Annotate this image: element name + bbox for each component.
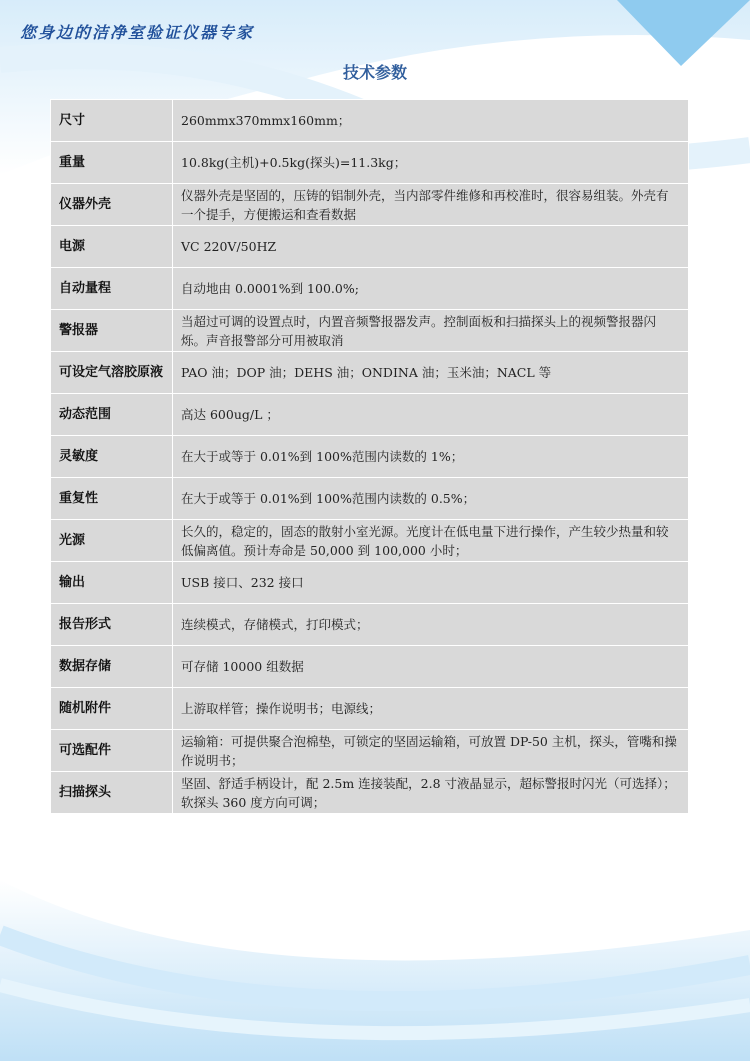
spec-value: 运输箱：可提供聚合泡棉垫，可锁定的坚固运输箱，可放置 DP-50 主机，探头，管嘴和操作说明书；: [173, 730, 689, 772]
spec-label: 尺寸: [51, 100, 173, 142]
spec-value: 坚固、舒适手柄设计，配 2.5m 连接装配，2.8 寸液晶显示，超标警报时闪光（可选择）；软探头 360 度方向可调；: [173, 772, 689, 814]
table-row: [51, 520, 689, 562]
spec-value: 在大于或等于 0.01%到 100%范围内读数的 0.5%；: [173, 478, 689, 520]
spec-label: 重复性: [51, 478, 173, 520]
spec-value: 当超过可调的设置点时，内置音频警报器发声。控制面板和扫描探头上的视频警报器闪烁。声音报警部分可用被取消: [173, 310, 689, 352]
page-title: 技术参数: [342, 63, 407, 82]
spec-value: USB 接口、232 接口: [173, 562, 689, 604]
spec-value: VC 220V/50HZ: [173, 226, 689, 268]
spec-label: 仪器外壳: [51, 184, 173, 226]
table-row: [51, 688, 689, 730]
table-row: [51, 310, 689, 352]
table-row: [51, 184, 689, 226]
spec-value: 在大于或等于 0.01%到 100%范围内读数的 1%；: [173, 436, 689, 478]
table-row: [51, 772, 689, 814]
spec-value: 260mmx370mmx160mm；: [173, 100, 689, 142]
spec-label: 光源: [51, 520, 173, 562]
spec-value: 仪器外壳是坚固的，压铸的铝制外壳，当内部零件维修和再校准时，很容易组装。外壳有一个提手，方便搬运和查看数据: [173, 184, 689, 226]
header-slogan: 您身边的洁净室验证仪器专家: [20, 23, 255, 42]
spec-label: 可设定气溶胶原液: [51, 352, 173, 394]
spec-value: 上游取样管；操作说明书；电源线；: [173, 688, 689, 730]
table-row: [51, 226, 689, 268]
table-row: [51, 352, 689, 394]
spec-label: 电源: [51, 226, 173, 268]
spec-value: 可存储 10000 组数据: [173, 646, 689, 688]
spec-label: 扫描探头: [51, 772, 173, 814]
spec-label: 随机附件: [51, 688, 173, 730]
table-row: [51, 268, 689, 310]
spec-label: 警报器: [51, 310, 173, 352]
spec-value: 高达 600ug/L ；: [173, 394, 689, 436]
spec-value: 连续模式，存储模式，打印模式；: [173, 604, 689, 646]
spec-value: 10.8kg(主机)+0.5kg(探头)=11.3kg；: [173, 142, 689, 184]
spec-label: 数据存储: [51, 646, 173, 688]
table-row: [51, 478, 689, 520]
spec-value: 长久的，稳定的，固态的散射小室光源。光度计在低电量下进行操作，产生较少热量和较低偏离值。预计寿命是 50,000 到 100,000 小时；: [173, 520, 689, 562]
table-row: [51, 436, 689, 478]
spec-label: 输出: [51, 562, 173, 604]
table-row: [51, 646, 689, 688]
table-row: [51, 730, 689, 772]
spec-value: 自动地由 0.0001%到 100.0%;: [173, 268, 689, 310]
spec-label: 可选配件: [51, 730, 173, 772]
spec-label: 重量: [51, 142, 173, 184]
spec-value: PAO 油；DOP 油；DEHS 油；ONDINA 油；玉米油；NACL 等: [173, 352, 689, 394]
spec-label: 报告形式: [51, 604, 173, 646]
spec-label: 自动量程: [51, 268, 173, 310]
spec-label: 灵敏度: [51, 436, 173, 478]
table-row: [51, 100, 689, 142]
table-row: [51, 394, 689, 436]
spec-label: 动态范围: [51, 394, 173, 436]
spec-table: [50, 99, 689, 814]
table-row: [51, 604, 689, 646]
table-row: [51, 562, 689, 604]
table-row: [51, 142, 689, 184]
